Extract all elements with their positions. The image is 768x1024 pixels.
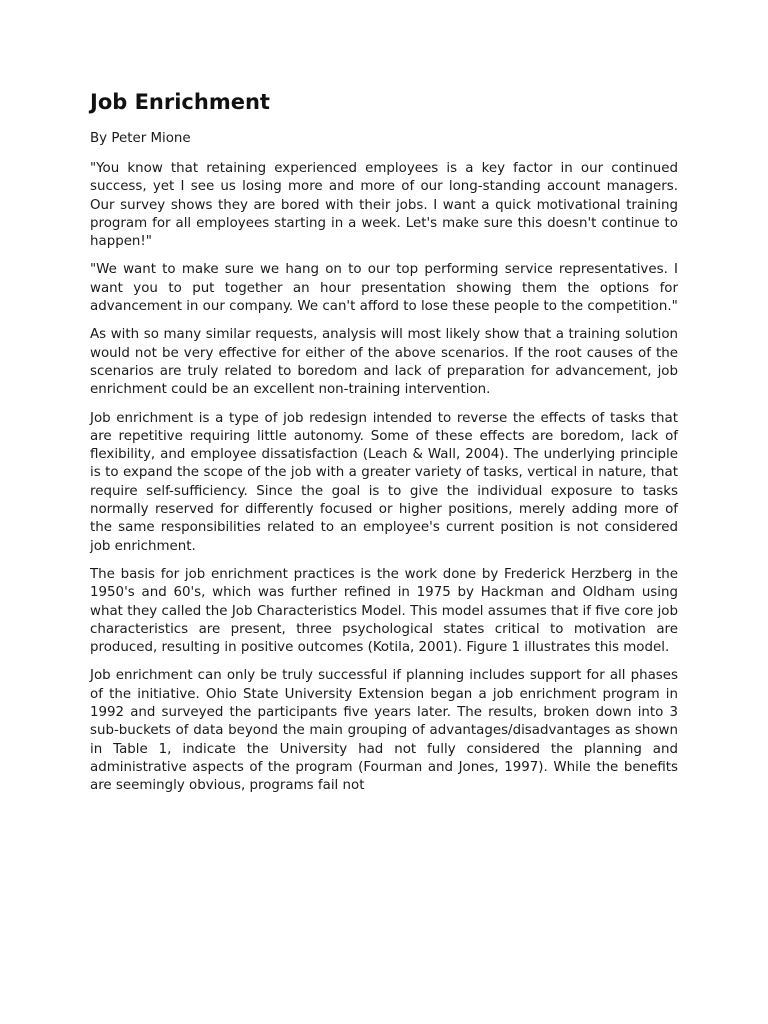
paragraph-analysis: As with so many similar requests, analysis will most likely show that a training solution would not be very effective for either of the above scenarios. If the root causes of the scenarios are truly related to boredom and lack of preparation for advancement, job enrichment could be an excellent non-training intervention. (90, 327, 678, 398)
paragraph-history: The basis for job enrichment practices is the work done by Frederick Herzberg in the 1950's and 60's, which was further refined in 1975 by Hackman and Oldham using what they called the Job Characteristics Model. This model assumes that if five core job characteristics are present, three psychological states critical to motivation are produced, resulting in positive outcomes (Kotila, 2001). Figure 1 illustrates this model. (90, 566, 678, 656)
paragraph-planning: Job enrichment can only be truly successful if planning includes support for all phases of the initiative. Ohio State University Extension began a job enrichment program in 1992 and surveyed the participants five years later. The results, broken down into 3 sub-buckets of data beyond the main grouping of advantages/disadvantages as shown in Table 1, indicate the University had not fully considered the planning and administrative aspects of the program (Fourman and Jones, 1997). While the benefits are seemingly obvious, programs fail not (90, 668, 678, 794)
document-page (90, 88, 678, 806)
author-byline: By Peter Mione (90, 131, 191, 146)
paragraph-definition: Job enrichment is a type of job redesign intended to reverse the effects of tasks that are repetitive requiring little autonomy. Some of these effects are boredom, lack of flexibility, and employee dissatisfaction (Leach & Wall, 2004). The underlying principle is to expand the scope of the job with a greater variety of tasks, vertical in nature, that require self-sufficiency. Since the goal is to give the individual exposure to tasks normally reserved for differently focused or higher positions, merely adding more of the same responsibilities related to an employee's current position is not considered job enrichment. (90, 410, 678, 554)
paragraph-quote-2: "We want to make sure we hang on to our top performing service representatives. I want you to put together an hour presentation showing them the options for advancement in our company. We can't afford to lose these people to the competition." (90, 262, 678, 315)
paragraph-quote-1: "You know that retaining experienced employees is a key factor in our continued success, yet I see us losing more and more of our long-standing account managers. Our survey shows they are bored with their jobs. I want a quick motivational training program for all employees starting in a week. Let's make sure this doesn't continue to happen!" (90, 161, 678, 250)
document-title: Job Enrichment (90, 90, 270, 114)
